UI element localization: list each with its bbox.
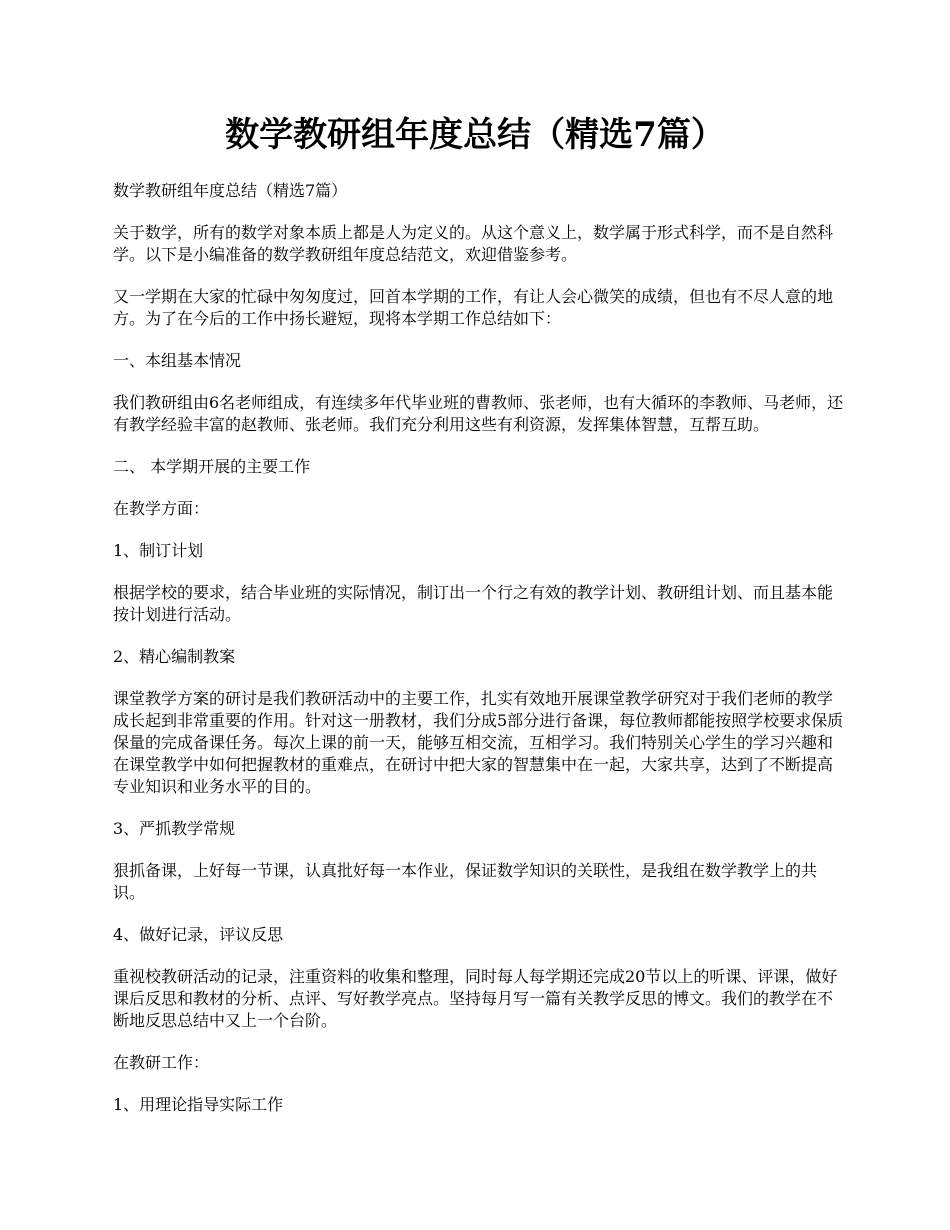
- research-heading: 在教研工作：: [113, 1053, 210, 1072]
- item-heading-theory: 1、用理论指导实际工作: [113, 1095, 284, 1114]
- group-info-paragraph: 我们教研组由6名老师组成，有连续多年代毕业班的曹教师、张老师，也有大循环的李教师、马老师，还有教学经验丰富的赵教师、张老师。我们充分利用这些有利资源，发挥集体智慧，互帮互助。: [113, 393, 844, 434]
- routines-paragraph: 狠抓备课，上好每一节课，认真批好每一本作业，保证数学知识的关联性，是我组在数学教学上的共识。: [113, 861, 818, 902]
- records-paragraph: 重视校教研活动的记录，注重资料的收集和整理，同时每人每学期还完成20节以上的听课、评课，做好课后反思和教材的分析、点评、写好教学亮点。坚持每月写一篇有关教学反思的博文。我们的教学在不断地反思总结中又上一个台阶。: [113, 967, 838, 1030]
- section-heading-2: 二、 本学期开展的主要工作: [113, 457, 311, 476]
- item-heading-lesson-plans: 2、精心编制教案: [113, 647, 236, 666]
- subtitle-paragraph: 数学教研组年度总结（精选7篇）: [113, 181, 348, 200]
- intro-paragraph: 关于数学，所有的数学对象本质上都是人为定义的。从这个意义上，数学属于形式科学，而不是自然科学。以下是小编准备的数学教研组年度总结范文，欢迎借鉴参考。: [113, 223, 834, 264]
- document-body: [113, 180, 848, 1136]
- lesson-plans-paragraph: 课堂教学方案的研讨是我们教研活动中的主要工作，扎实有效地开展课堂教学研究对于我们老师的教学成长起到非常重要的作用。针对这一册教材，我们分成5部分进行备课，每位教师都能按照学校要求保质保量的完成备课任务。每次上课的前一天，能够互相交流，互相学习。我们特别关心学生的学习兴趣和在课堂教学中如何把握教材的重难点，在研讨中把大家的智慧集中在一起，大家共享，达到了不断提高专业知识和业务水平的目的。: [113, 689, 844, 796]
- teaching-heading: 在教学方面：: [113, 499, 210, 518]
- item-heading-records: 4、做好记录，评议反思: [113, 925, 284, 944]
- item-heading-routines: 3、严抓教学常规: [113, 819, 236, 838]
- document-title: 数学教研组年度总结（精选7篇）: [225, 115, 725, 155]
- plan-paragraph: 根据学校的要求，结合毕业班的实际情况，制订出一个行之有效的教学计划、教研组计划、而且基本能按计划进行活动。: [113, 583, 834, 624]
- section-heading-1: 一、本组基本情况: [113, 351, 242, 370]
- item-heading-plan: 1、制订计划: [113, 541, 204, 560]
- opening-paragraph: 又一学期在大家的忙碌中匆匆度过，回首本学期的工作，有让人会心微笑的成绩，但也有不尽人意的地方。为了在今后的工作中扬长避短，现将本学期工作总结如下：: [113, 287, 834, 328]
